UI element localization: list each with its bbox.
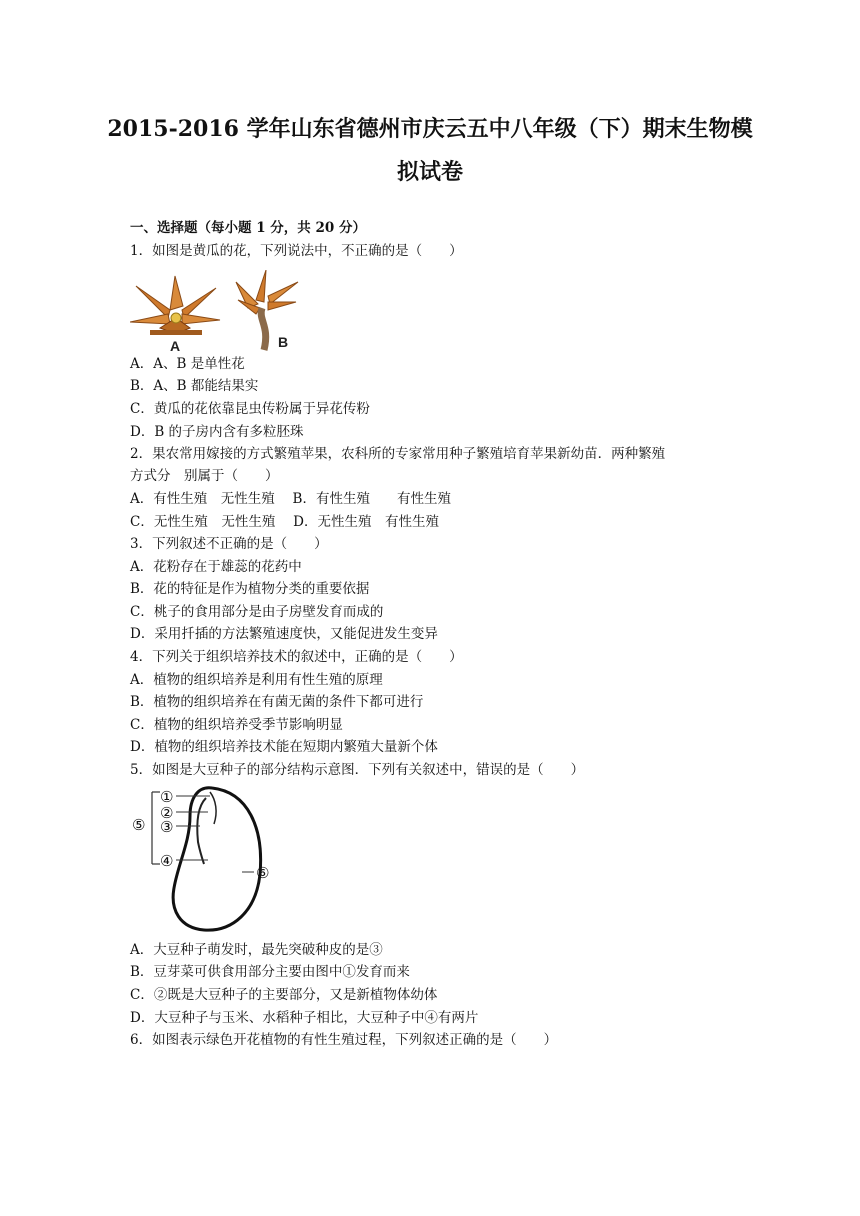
question-4-stem: 4．下列关于组织培养技术的叙述中，正确的是（ ） — [130, 649, 463, 665]
question-5-stem: 5．如图是大豆种子的部分结构示意图．下列有关叙述中，错误的是（ ） — [130, 762, 585, 778]
question-2-stem-line2: 方式分 别属于（ ） — [130, 468, 279, 484]
plumule — [210, 792, 216, 824]
q3-option-a: A．花粉存在于雄蕊的花药中 — [130, 559, 302, 575]
q1-option-b: B．A、B 都能结果实 — [130, 378, 259, 394]
label-4: ④ — [160, 852, 174, 870]
figure-label-a: A — [170, 338, 181, 352]
figure-label-b: B — [278, 334, 289, 350]
q4-option-c: C．植物的组织培养受季节影响明显 — [130, 717, 343, 733]
q5-option-b: B．豆芽菜可供食用部分主要由图中①发育而来 — [130, 964, 410, 980]
q4-option-a: A．植物的组织培养是利用有性生殖的原理 — [130, 672, 383, 688]
cucumber-flower-figure — [130, 270, 310, 352]
q5-option-d: D．大豆种子与玉米、水稻种子相比，大豆种子中④有两片 — [130, 1010, 479, 1026]
question-2-stem-line1: 2．果农常用嫁接的方式繁殖苹果，农科所的专家常用种子繁殖培育苹果新幼苗．两种繁殖 — [130, 446, 666, 462]
label-2: ② — [160, 804, 174, 822]
exam-title-line1: 2015-2016 学年山东省德州市庆云五中八年级（下）期末生物模 — [107, 116, 753, 142]
q4-option-b: B．植物的组织培养在有菌无菌的条件下都可进行 — [130, 694, 424, 710]
soybean-seed-diagram — [130, 784, 276, 934]
q2-options-ab: A．有性生殖 无性生殖 B．有性生殖 有性生殖 — [130, 491, 451, 507]
q5-option-a: A．大豆种子萌发时，最先突破种皮的是③ — [130, 942, 383, 958]
question-1-stem: 1．如图是黄瓜的花，下列说法中，不正确的是（ ） — [130, 243, 463, 259]
q1-option-c: C．黄瓜的花依靠昆虫传粉属于异花传粉 — [130, 401, 370, 417]
label-6: ⑥ — [256, 864, 270, 882]
q3-option-d: D．采用扦插的方法繁殖速度快，又能促进发生变异 — [130, 626, 438, 642]
flower-a-image — [130, 276, 220, 335]
q1-option-d: D．B 的子房内含有多粒胚珠 — [130, 424, 304, 440]
seed-coat-outline — [173, 788, 260, 930]
flower-b-image — [236, 270, 298, 350]
exam-title-line2: 拟试卷 — [396, 159, 463, 185]
q2-options-cd: C．无性生殖 无性生殖 D．无性生殖 有性生殖 — [130, 514, 439, 530]
embryo-axis — [197, 798, 206, 864]
q5-option-c: C．②既是大豆种子的主要部分，又是新植物体幼体 — [130, 987, 438, 1003]
label-1: ① — [160, 788, 174, 806]
question-3-stem: 3．下列叙述不正确的是（ ） — [130, 536, 328, 552]
q1-option-a: A．A、B 是单性花 — [130, 356, 245, 372]
section-heading: 一、选择题（每小题 1 分，共 20 分） — [130, 220, 366, 236]
q4-option-d: D．植物的组织培养技术能在短期内繁殖大量新个体 — [130, 739, 438, 755]
q3-option-b: B．花的特征是作为植物分类的重要依据 — [130, 581, 370, 597]
q3-option-c: C．桃子的食用部分是由子房壁发育而成的 — [130, 604, 384, 620]
label-3: ③ — [160, 818, 174, 836]
question-6-stem: 6．如图表示绿色开花植物的有性生殖过程，下列叙述正确的是（ ） — [130, 1032, 558, 1048]
label-5: ⑤ — [132, 816, 146, 834]
